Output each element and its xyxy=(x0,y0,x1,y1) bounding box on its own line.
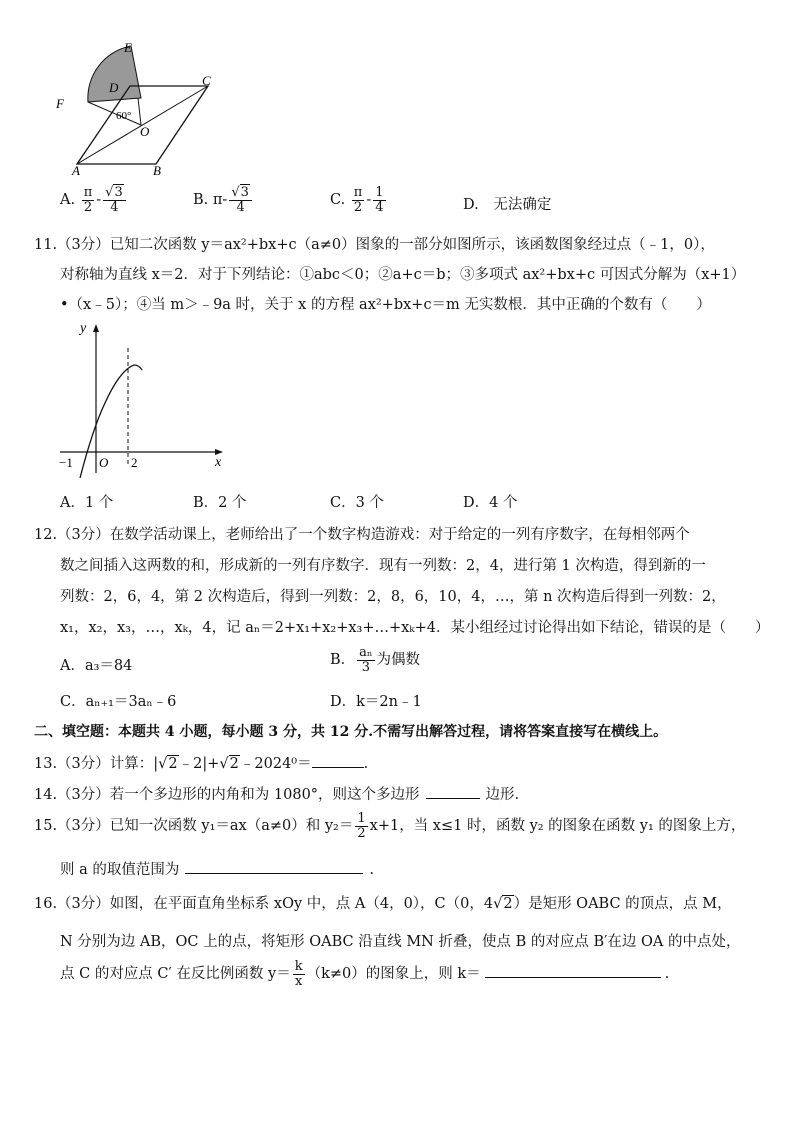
q16-line-2: N 分别为边 AB，OC 上的点，将矩形 OABC 沿直线 MN 折叠，使点 B 的对应点 B′在边 OA 的中点处， xyxy=(60,934,741,950)
q16-line-3: 点 C 的对应点 C′ 在反比例函数 y＝ $\frac{k}{x}$ （k≠0）的图象上，则 k＝ . xyxy=(60,959,670,989)
answer-blank[interactable] xyxy=(185,873,363,874)
answer-blank[interactable] xyxy=(485,977,661,978)
angle-label: 60° xyxy=(116,110,132,122)
q11-option-c: C．3 个 xyxy=(330,495,384,511)
origin-label: O xyxy=(99,455,109,470)
label-d: D xyxy=(109,80,119,95)
sector-parallelogram-figure xyxy=(50,40,230,180)
q12-option-a: A．a₃＝84 xyxy=(60,658,133,674)
q11-line-2: 对称轴为直线 x＝2．对于下列结论：①abc＜0；②a+c＝b；③多项式 ax²+bx+c 可因式分解为（x+1） xyxy=(60,267,746,283)
label-e: E xyxy=(124,40,132,55)
q15-line-2: 则 a 的取值范围为 . xyxy=(60,862,374,878)
q11-line-3: •（x﹣5）；④当 m＞﹣9a 时，关于 x 的方程 ax²+bx+c＝m 无实数根．其中正确的个数有（ ） xyxy=(60,297,711,313)
q13: 13.（3分）计算：|√2﹣2|+√2﹣2024⁰＝ . xyxy=(34,756,369,772)
q12-option-d: D．k＝2n﹣1 xyxy=(330,694,422,710)
tick-label-neg1: −1 xyxy=(59,455,73,470)
tick-label-2: 2 xyxy=(131,455,138,470)
q12-line-2: 数之间插入这两数的和，形成新的一列有序数字．现有一列数：2，4，进行第 1 次构造，得到新的一 xyxy=(60,558,706,574)
q11-option-a: A．1 个 xyxy=(60,495,114,511)
q15-line-1: 15.（3分）已知一次函数 y₁＝ax（a≠0）和 y₂＝ $\frac{1}{2}$ x+1，当 x≤1 时，函数 y₂ 的图象在函数 y₁ 的图象上方， xyxy=(34,811,746,841)
label-f: F xyxy=(56,96,64,111)
q10-option-c: C. $\frac{\pi}{2}$ - $\frac{1}{4}$ xyxy=(330,185,384,215)
label-c: C xyxy=(202,73,211,88)
answer-blank[interactable] xyxy=(426,798,480,799)
q12-option-c: C．aₙ₊₁＝3aₙ﹣6 xyxy=(60,694,177,710)
segment-od xyxy=(138,98,141,125)
axis-label-x: x xyxy=(215,455,222,470)
q10-option-d: D. 无法确定 xyxy=(463,197,552,213)
q10-option-b: B. π- $\frac{√3}{4}$ xyxy=(193,186,254,214)
label-a: A xyxy=(72,163,80,178)
answer-blank[interactable] xyxy=(312,767,364,768)
q11-option-d: D．4 个 xyxy=(463,495,518,511)
segment-of xyxy=(88,102,141,125)
q11-option-b: B．2 个 xyxy=(193,495,247,511)
label-o: O xyxy=(140,124,150,139)
y-axis-arrow xyxy=(93,324,99,332)
label-b: B xyxy=(153,163,161,178)
q16-line-1: 16.（3分）如图，在平面直角坐标系 xOy 中，点 A（4，0），C（0，4√2）是矩形 OABC 的顶点，点 M， xyxy=(34,896,732,912)
q12-line-1: 12.（3分）在数学活动课上，老师给出了一个数字构造游戏：对于给定的一列有序数字，在每相邻两个 xyxy=(34,527,690,543)
q14: 14.（3分）若一个多边形的内角和为 1080°，则这个多边形 边形. xyxy=(34,787,520,803)
section-heading: 二、填空题：本题共 4 小题，每小题 3 分，共 12 分.不需写出解答过程，请将答案直接写在横线上。 xyxy=(34,724,668,740)
q12-line-3: 列数：2，6，4，第 2 次构造后，得到一列数：2，8，6，10，4，…，第 n 次构造后得到一列数：2， xyxy=(60,589,726,605)
q11-line-1: 11.（3分）已知二次函数 y＝ax²+bx+c（a≠0）图象的一部分如图所示，该函数图象经过点（﹣1，0）， xyxy=(34,237,715,253)
q12-line-4: x₁，x₂，x₃，…，xₖ，4，记 aₙ＝2+x₁+x₂+x₃+…+xₖ+4．某小组经过讨论得出如下结论，错误的是（ ） xyxy=(60,620,770,636)
q10-option-a: A. $\frac{\pi}{2}$ - $\frac{√3}{4}$ xyxy=(60,186,128,214)
q12-option-b: B． $\frac{\text{aₙ}}{3}$ 为偶数 xyxy=(330,645,421,675)
parabola-graph xyxy=(55,318,235,478)
axis-label-y: y xyxy=(80,321,87,336)
